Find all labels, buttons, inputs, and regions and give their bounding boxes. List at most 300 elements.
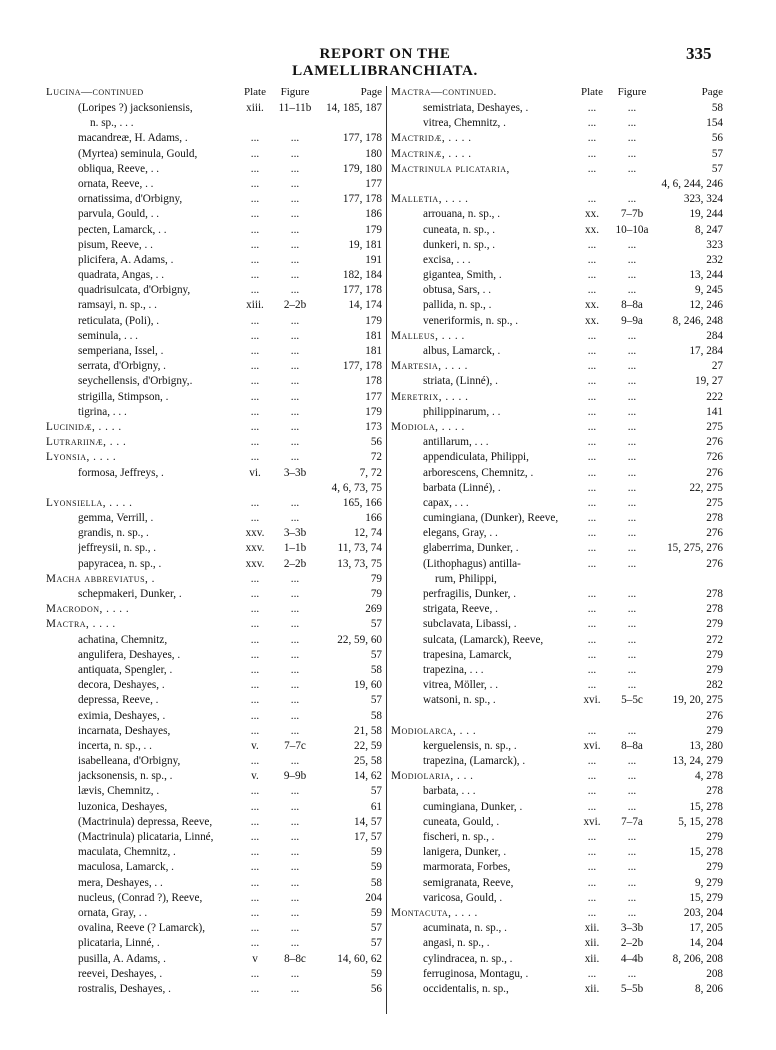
index-entry (391, 587, 725, 602)
entry-plate: ... (587, 132, 597, 145)
index-entry (46, 663, 383, 678)
entry-page: 276 (706, 527, 723, 540)
entry-name: semistriata, Deshayes, . (423, 102, 529, 114)
entry-plate: ... (587, 588, 597, 600)
index-entry (46, 906, 383, 921)
entry-page: 222 (706, 390, 723, 403)
entry-figure: ... (627, 512, 637, 525)
entry-name: Mactra, . . . . (46, 618, 116, 631)
entry-plate: ... (250, 162, 260, 175)
entry-plate: ... (250, 663, 260, 676)
entry-plate: ... (587, 542, 597, 555)
page-number: 335 (686, 44, 712, 63)
entry-figure: 9–9a (621, 314, 643, 327)
entry-figure: 1–1b (283, 542, 307, 555)
index-entry (391, 769, 725, 784)
entry-plate: ... (250, 694, 260, 707)
entry-name: barbata (Linné), . (423, 481, 501, 494)
entry-figure: ... (627, 800, 637, 813)
index-entry (391, 724, 725, 739)
entry-plate: ... (250, 329, 260, 342)
entry-figure: ... (627, 238, 637, 251)
entry-plate: xxv. (245, 557, 265, 570)
entry-plate: xxv. (245, 542, 265, 555)
entry-plate: ... (587, 147, 597, 160)
entry-page: 58 (370, 876, 382, 889)
entry-page: 56 (370, 436, 382, 449)
entry-figure: ... (627, 770, 637, 783)
entry-figure: ... (627, 481, 637, 494)
index-entry (46, 496, 383, 511)
index-entry (46, 131, 383, 146)
entry-page: 278 (706, 512, 723, 525)
entry-plate: ... (587, 512, 597, 525)
entry-name: Lutrariinæ, . . . (46, 436, 127, 449)
entry-page: 279 (706, 724, 723, 737)
entry-figure: ... (627, 679, 637, 692)
entry-plate: ... (587, 360, 597, 373)
entry-plate: ... (250, 512, 260, 525)
entry-figure: ... (290, 314, 300, 327)
entry-page: 19, 181 (348, 238, 382, 251)
entry-page: 178 (365, 375, 382, 388)
entry-figure: ... (290, 876, 300, 889)
entry-plate: ... (587, 420, 597, 433)
entry-page: 57 (370, 922, 382, 935)
entry-plate: ... (587, 269, 597, 282)
plate-heading: Plate (581, 86, 603, 98)
index-entry (391, 359, 725, 374)
index-entry (391, 238, 725, 253)
index-entry (46, 784, 383, 799)
entry-name: jeffreysii, n. sp., . (78, 542, 157, 555)
entry-plate: xx. (585, 223, 599, 236)
entry-figure: ... (290, 937, 300, 950)
index-entry (46, 541, 383, 556)
entry-name: trapezina, . . . (423, 663, 484, 676)
entry-page: 177 (365, 390, 382, 403)
entry-plate: xxv. (245, 527, 265, 540)
entry-plate: xx. (585, 299, 599, 312)
entry-figure: ... (627, 724, 637, 737)
entry-name: Meretrix, . . . . (391, 390, 469, 403)
entry-page: 276 (706, 557, 723, 570)
entry-plate: ... (587, 162, 597, 175)
figure-heading: Figure (280, 86, 310, 98)
entry-plate: ... (250, 785, 260, 798)
entry-page: 13, 280 (689, 739, 723, 752)
entry-plate: ... (250, 709, 260, 722)
index-entry (391, 344, 725, 359)
entry-name: (Lithophagus) antilla- (423, 557, 521, 570)
entry-name: Macha abbreviatus, . (46, 572, 155, 585)
entry-plate: ... (587, 253, 597, 266)
index-entry (391, 952, 725, 967)
entry-figure: ... (290, 360, 300, 373)
entry-plate: ... (250, 451, 260, 464)
entry-name: cylindracea, n. sp., . (423, 952, 513, 965)
entry-name: Montacuta, . . . . (391, 906, 478, 919)
entry-figure: ... (290, 633, 300, 646)
entry-plate: ... (587, 846, 597, 859)
entry-figure: ... (627, 390, 637, 403)
entry-figure: ... (290, 846, 300, 859)
entry-plate: ... (250, 648, 260, 661)
entry-plate: ... (587, 527, 597, 540)
entry-page: 15, 279 (689, 891, 723, 904)
index-entry (46, 223, 383, 238)
entry-page: 8, 246, 248 (672, 314, 723, 327)
entry-page: 57 (711, 162, 723, 175)
index-entry (391, 936, 725, 951)
entry-plate: ... (250, 436, 260, 449)
entry-plate: ... (587, 633, 597, 646)
entry-plate: xiii. (246, 102, 264, 114)
index-entry (46, 314, 383, 329)
entry-figure: ... (290, 679, 300, 692)
entry-figure: ... (290, 785, 300, 798)
entry-name: obliqua, Reeve, . . (78, 162, 160, 175)
entry-plate: v. (251, 770, 259, 783)
entry-page: 25, 58 (354, 755, 382, 768)
entry-name: occidentalis, n. sp., (423, 982, 509, 995)
entry-name: Malletia, . . . . (391, 193, 469, 206)
index-entry (46, 466, 383, 481)
index-entry (391, 617, 725, 632)
entry-page: 15, 275, 276 (667, 542, 723, 555)
entry-name: parvula, Gould, . . (78, 208, 160, 221)
entry-page: 19, 60 (354, 679, 382, 692)
figure-heading: Figure (617, 86, 647, 98)
entry-name: ramsayi, n. sp., . . (78, 299, 157, 312)
column-genus-heading: Lucina—continued (46, 86, 144, 98)
entry-name: Mactrinula plicataria, (391, 162, 510, 175)
entry-figure: ... (290, 405, 300, 418)
entry-plate: ... (250, 633, 260, 646)
index-entry (391, 329, 725, 344)
entry-figure: ... (627, 284, 637, 297)
entry-figure: ... (290, 208, 300, 221)
entry-figure: ... (290, 800, 300, 813)
index-entry (46, 420, 383, 435)
entry-plate: ... (587, 679, 597, 692)
entry-name: Mactridæ, . . . . (391, 132, 472, 145)
entry-page: 17, 284 (689, 345, 723, 357)
entry-page: 15, 278 (689, 846, 723, 859)
entry-plate: ... (250, 906, 260, 919)
index-entry (46, 481, 383, 496)
entry-name: nucleus, (Conrad ?), Reeve, (78, 891, 203, 904)
entry-figure: ... (627, 876, 637, 889)
index-entry (46, 815, 383, 830)
entry-name: (Mactrinula) plicataria, Linné, (78, 831, 214, 843)
entry-plate: xiii. (246, 299, 264, 312)
entry-name: angulifera, Deshayes, . (78, 648, 181, 661)
entry-plate: ... (587, 481, 597, 494)
entry-name: ovalina, Reeve (? Lamarck), (78, 922, 206, 935)
entry-plate: ... (250, 815, 260, 828)
entry-figure: ... (627, 831, 637, 843)
entry-plate: ... (250, 679, 260, 692)
entry-plate: ... (250, 269, 260, 282)
entry-figure: ... (627, 329, 637, 342)
entry-plate: ... (250, 800, 260, 813)
entry-page: 57 (370, 937, 382, 950)
index-entry (46, 678, 383, 693)
entry-plate: ... (587, 876, 597, 889)
index-entry (46, 329, 383, 344)
index-entry (391, 982, 725, 997)
entry-name: maculosa, Lamarck, . (78, 861, 174, 874)
entry-figure: ... (290, 724, 300, 737)
index-entry (391, 162, 725, 177)
entry-page: 21, 58 (354, 724, 382, 737)
entry-name: elegans, Gray, . . (423, 527, 498, 540)
entry-figure: ... (627, 375, 637, 388)
entry-figure: ... (290, 390, 300, 403)
entry-page: 204 (365, 891, 382, 904)
entry-page: 186 (365, 208, 382, 221)
entry-figure: ... (290, 861, 300, 874)
entry-figure: ... (627, 466, 637, 479)
entry-page: 279 (706, 663, 723, 676)
index-entry (46, 238, 383, 253)
entry-name: macandreæ, H. Adams, . (78, 132, 188, 145)
index-entry (391, 784, 725, 799)
entry-plate: ... (587, 375, 597, 388)
entry-name: watsoni, n. sp., . (423, 694, 496, 707)
entry-plate: ... (587, 831, 597, 843)
entry-name: plicataria, Linné, . (78, 937, 160, 950)
entry-name: Lyonsia, . . . . (46, 451, 117, 464)
entry-figure: 2–2b (283, 557, 307, 570)
index-entry (46, 633, 383, 648)
entry-name: ornatissima, d'Orbigny, (78, 193, 183, 206)
entry-name: incerta, n. sp., . . (78, 739, 152, 752)
index-entry (391, 845, 725, 860)
entry-figure: ... (627, 132, 637, 145)
entry-plate: ... (250, 390, 260, 403)
entry-figure: ... (627, 557, 637, 570)
index-entry (391, 967, 725, 982)
index-entry (46, 253, 383, 268)
entry-figure: ... (627, 147, 637, 160)
entry-page: 177, 178 (342, 193, 382, 206)
entry-figure: ... (627, 906, 637, 919)
entry-name: mera, Deshayes, . . (78, 876, 163, 889)
entry-name: antillarum, . . . (423, 436, 489, 449)
entry-figure: ... (290, 815, 300, 828)
entry-figure: ... (627, 360, 637, 373)
entry-name: grandis, n. sp., . (78, 527, 149, 540)
entry-page: 275 (706, 420, 723, 433)
entry-page: 182, 184 (342, 269, 382, 282)
index-entry (46, 101, 383, 116)
entry-page: 323 (706, 238, 723, 251)
entry-page: 59 (370, 846, 382, 859)
entry-page: 22, 59, 60 (337, 633, 382, 646)
entry-page: 726 (706, 451, 723, 464)
entry-page: 58 (711, 102, 723, 114)
entry-page: 13, 244 (689, 269, 723, 282)
entry-figure: ... (627, 193, 637, 206)
index-entry (46, 572, 383, 587)
entry-name: (Loripes ?) jacksoniensis, (78, 102, 193, 114)
entry-plate: ... (250, 238, 260, 251)
entry-page: 13, 73, 75 (337, 557, 382, 570)
index-entry (391, 481, 725, 496)
entry-page: 177, 178 (342, 360, 382, 373)
index-entry (391, 891, 725, 906)
entry-name: rostralis, Deshayes, . (78, 982, 171, 995)
entry-figure: ... (290, 512, 300, 525)
entry-name: Lucinidæ, . . . . (46, 420, 122, 433)
entry-plate: ... (250, 405, 260, 418)
index-entry (391, 314, 725, 329)
index-entry (391, 283, 725, 298)
entry-name: quadrata, Angas, . . (78, 269, 165, 282)
entry-figure: ... (290, 663, 300, 676)
entry-page: 279 (706, 618, 723, 631)
entry-page: 9, 245 (695, 284, 723, 297)
entry-figure: 11–11b (278, 102, 312, 114)
index-entry (391, 511, 725, 526)
entry-page: 282 (706, 679, 723, 692)
running-head: REPORT ON THE LAMELLIBRANCHIATA. (292, 46, 478, 79)
index-entry (46, 405, 383, 420)
index-entry (46, 800, 383, 815)
entry-plate: ... (250, 603, 260, 616)
entry-name: varicosa, Gould, . (423, 891, 503, 904)
entry-figure: ... (290, 709, 300, 722)
entry-page: 19, 27 (695, 375, 723, 388)
entry-name: acuminata, n. sp., . (423, 922, 507, 935)
entry-page: 179 (365, 223, 382, 236)
entry-plate: ... (250, 420, 260, 433)
entry-name: strigata, Reeve, . (423, 603, 498, 616)
index-column-right (391, 86, 725, 997)
entry-plate: ... (250, 922, 260, 935)
entry-name: Macrodon, . . . . (46, 603, 130, 616)
entry-plate: xvi. (583, 815, 601, 828)
entry-page: 177, 178 (342, 132, 382, 145)
entry-page: 79 (370, 588, 382, 600)
index-column-left (46, 86, 383, 997)
entry-plate: ... (250, 375, 260, 388)
index-entry (391, 815, 725, 830)
entry-plate: ... (250, 496, 260, 509)
entry-page: 58 (370, 663, 382, 676)
index-entry (46, 435, 383, 450)
entry-page: 177, 178 (342, 284, 382, 297)
entry-name: subclavata, Libassi, . (423, 618, 517, 631)
entry-page: 61 (370, 800, 382, 813)
entry-figure: ... (290, 496, 300, 509)
index-entry (46, 936, 383, 951)
entry-name: pisum, Reeve, . . (78, 238, 153, 251)
entry-name: fischeri, n. sp., . (423, 831, 495, 843)
entry-plate: ... (250, 193, 260, 206)
entry-plate: ... (250, 831, 260, 843)
entry-plate: ... (587, 329, 597, 342)
entry-page: 180 (365, 147, 382, 160)
entry-page: 208 (706, 967, 723, 980)
entry-name: vitrea, Chemnitz, . (423, 117, 506, 130)
entry-plate: ... (250, 284, 260, 297)
entry-name: ferruginosa, Montagu, . (423, 967, 529, 980)
index-entry (391, 693, 725, 708)
entry-plate: ... (250, 253, 260, 266)
entry-name: Mactrinæ, . . . . (391, 147, 472, 160)
entry-figure: ... (627, 253, 637, 266)
index-entry (46, 921, 383, 936)
index-entry (46, 359, 383, 374)
entry-figure: ... (627, 755, 637, 768)
entry-plate: ... (587, 663, 597, 676)
entry-figure: ... (290, 831, 300, 843)
index-entry (391, 648, 725, 663)
entry-name: pallida, n. sp., . (423, 299, 492, 312)
index-entry (391, 709, 725, 724)
entry-plate: ... (587, 405, 597, 418)
entry-figure: ... (290, 922, 300, 935)
entry-plate: ... (587, 496, 597, 509)
entry-name: serrata, d'Orbigny, . (78, 360, 166, 373)
entry-name: Martesia, . . . . (391, 360, 468, 373)
entry-name: vitrea, Möller, . . (423, 679, 499, 692)
index-entry (391, 101, 725, 116)
entry-page: 269 (365, 603, 382, 616)
entry-page: 279 (706, 831, 723, 843)
page-heading: Page (701, 86, 723, 98)
index-entry (391, 754, 725, 769)
entry-figure: ... (290, 648, 300, 661)
entry-plate: ... (250, 861, 260, 874)
entry-figure: ... (290, 420, 300, 433)
entry-page: 56 (711, 132, 723, 145)
index-entry (391, 298, 725, 313)
entry-page: 323, 324 (683, 193, 723, 206)
entry-figure: ... (627, 527, 637, 540)
index-entry (391, 541, 725, 556)
entry-name: cuneata, n. sp., . (423, 223, 496, 236)
index-entry (391, 739, 725, 754)
entry-page: 275 (706, 496, 723, 509)
entry-plate: ... (587, 117, 597, 130)
index-entry (46, 268, 383, 283)
index-entry (391, 602, 725, 617)
entry-page: 181 (365, 329, 382, 342)
entry-name: isabelleana, d'Orbigny, (78, 755, 181, 768)
index-entry (46, 982, 383, 997)
entry-name: obtusa, Sars, . . (423, 284, 492, 297)
entry-name: lanigera, Dunker, . (423, 846, 507, 859)
entry-name: reevei, Deshayes, . (78, 967, 163, 980)
entry-figure: ... (290, 238, 300, 251)
index-entry (46, 162, 383, 177)
entry-page: 15, 278 (689, 800, 723, 813)
entry-figure: ... (627, 496, 637, 509)
entry-page: 7, 72 (359, 466, 382, 479)
entry-name: glaberrima, Dunker, . (423, 542, 519, 555)
entry-name: schepmakeri, Dunker, . (78, 588, 182, 600)
entry-figure: ... (627, 603, 637, 616)
entry-name: decora, Deshayes, . (78, 679, 165, 692)
column-header (391, 86, 725, 101)
entry-figure: ... (290, 618, 300, 631)
entry-name: maculata, Chemnitz, . (78, 846, 176, 859)
index-entry (391, 450, 725, 465)
